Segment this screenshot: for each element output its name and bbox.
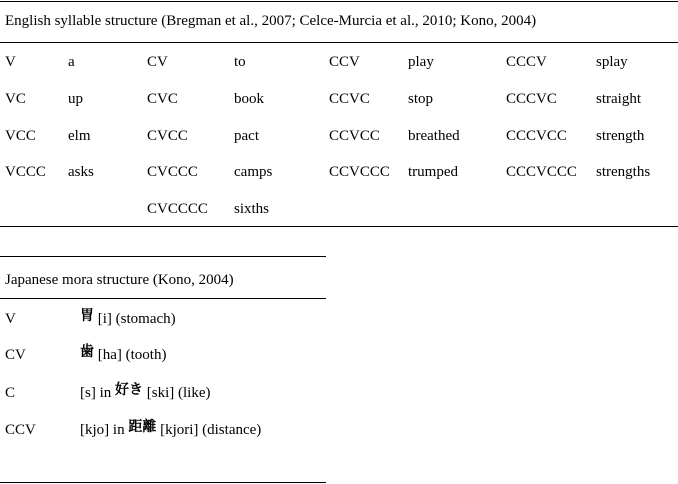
table2-example bbox=[80, 308, 176, 327]
example-word-cell: up bbox=[68, 91, 83, 107]
example-word-cell: book bbox=[234, 91, 264, 107]
table2-row bbox=[5, 312, 16, 327]
table2-example bbox=[80, 382, 211, 401]
kanji-word: 歯 bbox=[80, 344, 94, 360]
example-prefix: [s] in bbox=[80, 385, 115, 401]
example-word-cell: breathed bbox=[408, 128, 460, 144]
table1-top-rule bbox=[0, 1, 678, 2]
syllable-structure-cell: CVC bbox=[147, 91, 178, 107]
syllable-structure-cell: VCC bbox=[5, 128, 36, 144]
syllable-structure-cell: V bbox=[5, 54, 16, 70]
syllable-structure-cell: CCV bbox=[329, 54, 360, 70]
table2-example bbox=[80, 344, 167, 363]
syllable-structure-cell: CCVCCC bbox=[329, 164, 390, 180]
syllable-structure-cell: VC bbox=[5, 91, 26, 107]
syllable-structure-cell: CV bbox=[147, 54, 168, 70]
table2-row bbox=[5, 386, 15, 401]
syllable-structure-cell: CVCCC bbox=[147, 164, 198, 180]
example-word-cell: elm bbox=[68, 128, 91, 144]
example-gloss: [i] (stomach) bbox=[94, 311, 176, 327]
example-word-cell: pact bbox=[234, 128, 259, 144]
example-word-cell: strength bbox=[596, 128, 645, 144]
structure-label: V bbox=[5, 311, 16, 327]
example-word-cell: a bbox=[68, 54, 75, 70]
kanji-word: 胃 bbox=[80, 308, 94, 324]
example-gloss: [ski] (like) bbox=[143, 385, 211, 401]
structure-label: C bbox=[5, 385, 16, 401]
example-word-cell: splay bbox=[596, 54, 628, 70]
table2-row bbox=[5, 423, 36, 438]
table2-bottom-rule bbox=[0, 482, 326, 483]
example-word-cell: straight bbox=[596, 91, 641, 107]
example-word-cell: camps bbox=[234, 164, 273, 180]
example-gloss: [kjori] (distance) bbox=[156, 422, 262, 438]
example-word-cell: trumped bbox=[408, 164, 458, 180]
example-gloss: [ha] (tooth) bbox=[94, 347, 167, 363]
table2-row bbox=[5, 348, 26, 363]
example-prefix: [kjo] in bbox=[80, 422, 129, 438]
syllable-structure-cell: CCCVCCC bbox=[506, 164, 577, 180]
example-word-cell: play bbox=[408, 54, 434, 70]
example-word-cell: strengths bbox=[596, 164, 651, 180]
table2-header-rule bbox=[0, 298, 326, 299]
syllable-structure-cell: CCVC bbox=[329, 91, 370, 107]
table2-example bbox=[80, 419, 262, 438]
syllable-structure-cell: CCCVCC bbox=[506, 128, 567, 144]
example-word-cell: sixths bbox=[234, 201, 270, 217]
table1-caption: English syllable structure (Bregman et al., 2007; Celce-Murcia et al., 2010; Kono, 2004) bbox=[5, 13, 537, 29]
kanji-word: 距離 bbox=[128, 419, 157, 435]
table2-top-rule bbox=[0, 256, 326, 257]
structure-label: CV bbox=[5, 347, 26, 363]
structure-label: CCV bbox=[5, 422, 36, 438]
kanji-word: 好き bbox=[115, 382, 143, 398]
syllable-structure-cell: CVCCCC bbox=[147, 201, 208, 217]
table2-caption: Japanese mora structure (Kono, 2004) bbox=[5, 272, 234, 288]
syllable-structure-cell: VCCC bbox=[5, 164, 46, 180]
syllable-structure-cell: CVCC bbox=[147, 128, 188, 144]
example-word-cell: stop bbox=[408, 91, 434, 107]
syllable-structure-cell: CCVCC bbox=[329, 128, 380, 144]
syllable-structure-cell: CCCVC bbox=[506, 91, 557, 107]
example-word-cell: to bbox=[234, 54, 246, 70]
syllable-structure-cell: CCCV bbox=[506, 54, 547, 70]
table1-bottom-rule bbox=[0, 226, 678, 227]
table1-header-rule bbox=[0, 42, 678, 43]
example-word-cell: asks bbox=[68, 164, 94, 180]
